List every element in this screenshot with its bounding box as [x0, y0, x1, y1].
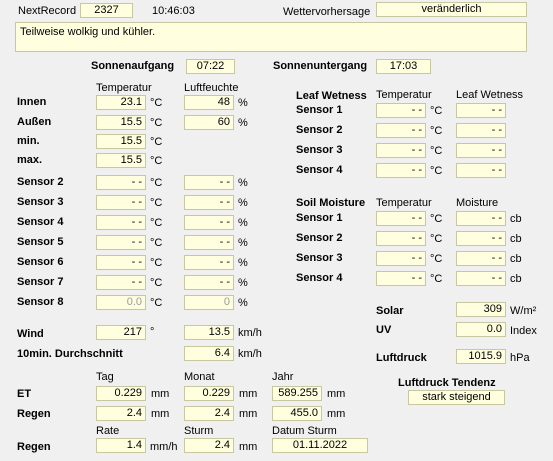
- soil-temperature-value: - -: [376, 251, 426, 266]
- celsius-unit: °C: [430, 105, 443, 117]
- cb-unit: cb: [510, 233, 522, 245]
- wind-label: Wind: [17, 328, 44, 340]
- humidity-value: 48: [184, 95, 234, 110]
- temperature-value: 15.5: [96, 153, 146, 168]
- percent-unit: %: [238, 237, 248, 249]
- leaf-temp-column-header: Temperatur: [376, 89, 432, 101]
- leaf-sensor-label: Sensor 4: [296, 164, 343, 176]
- forecast-value: veränderlich: [376, 2, 527, 17]
- pressure-trend-label: Luftdruck Tendenz: [398, 377, 496, 389]
- percent-unit: %: [238, 257, 248, 269]
- wind-direction-value: 217: [96, 325, 146, 340]
- soil-moisture-column-header: Moisture: [456, 197, 499, 209]
- humidity-value: - -: [184, 255, 234, 270]
- clock-time: 10:46:03: [152, 5, 195, 17]
- celsius-unit: °C: [430, 253, 443, 265]
- wind-average-unit: km/h: [238, 348, 262, 360]
- temperature-value: 15.5: [96, 134, 146, 149]
- humidity-value: - -: [184, 195, 234, 210]
- climate-row-label: max.: [17, 154, 43, 166]
- storm-date-column-header: Datum Sturm: [272, 425, 337, 437]
- percent-unit: %: [238, 177, 248, 189]
- celsius-unit: °C: [430, 145, 443, 157]
- forecast-label: Wettervorhersage: [283, 6, 371, 18]
- cb-unit: cb: [510, 253, 522, 265]
- soil-moisture-value: - -: [456, 251, 506, 266]
- soil-sensor-label: Sensor 1: [296, 212, 343, 224]
- leaf-wetness-value: - -: [456, 103, 506, 118]
- celsius-unit: °C: [150, 177, 163, 189]
- rain-month-value: 2.4: [184, 406, 234, 421]
- forecast-text: Teilweise wolkig und kühler.: [15, 22, 527, 52]
- temperature-value: 0.0: [96, 295, 146, 310]
- rain-day-value: 2.4: [96, 406, 146, 421]
- et-month-value: 0.229: [184, 386, 234, 401]
- temp-column-header: Temperatur: [96, 82, 152, 94]
- celsius-unit: °C: [150, 197, 163, 209]
- leaf-wetness-title: Leaf Wetness: [296, 90, 367, 102]
- celsius-unit: °C: [430, 273, 443, 285]
- celsius-unit: °C: [150, 97, 163, 109]
- climate-row-label: Sensor 6: [17, 256, 64, 268]
- percent-unit: %: [238, 117, 248, 129]
- storm-column-header: Sturm: [184, 425, 214, 437]
- leaf-temperature-value: - -: [376, 123, 426, 138]
- rain-month-unit: mm: [239, 408, 258, 420]
- et-day-value: 0.229: [96, 386, 146, 401]
- celsius-unit: °C: [430, 125, 443, 137]
- percent-unit: %: [238, 297, 248, 309]
- wind-speed-unit: km/h: [238, 327, 262, 339]
- pressure-value: 1015.9: [456, 349, 506, 364]
- soil-temperature-value: - -: [376, 271, 426, 286]
- et-day-unit: mm: [151, 388, 170, 400]
- humidity-value: - -: [184, 215, 234, 230]
- temperature-value: 23.1: [96, 95, 146, 110]
- climate-row-label: Innen: [17, 96, 47, 108]
- soil-moisture-value: - -: [456, 211, 506, 226]
- pressure-trend-value: stark steigend: [408, 390, 505, 405]
- leaf-sensor-label: Sensor 1: [296, 104, 343, 116]
- celsius-unit: °C: [430, 233, 443, 245]
- solar-label: Solar: [376, 305, 404, 317]
- climate-row-label: Außen: [17, 116, 52, 128]
- temperature-value: - -: [96, 235, 146, 250]
- celsius-unit: °C: [150, 117, 163, 129]
- climate-row-label: Sensor 5: [17, 236, 64, 248]
- storm-value: 2.4: [184, 438, 234, 453]
- celsius-unit: °C: [150, 155, 163, 167]
- climate-row-label: min.: [17, 135, 40, 147]
- soil-temperature-value: - -: [376, 231, 426, 246]
- rate-column-header: Rate: [96, 425, 120, 437]
- sunrise-value: 07:22: [186, 59, 235, 74]
- percent-unit: %: [238, 197, 248, 209]
- leaf-wetness-value: - -: [456, 123, 506, 138]
- temperature-value: 15.5: [96, 115, 146, 130]
- soil-temp-column-header: Temperatur: [376, 197, 432, 209]
- rain-day-unit: mm: [151, 408, 170, 420]
- temperature-value: - -: [96, 215, 146, 230]
- climate-row-label: Sensor 4: [17, 216, 64, 228]
- celsius-unit: °C: [150, 297, 163, 309]
- climate-row-label: Sensor 2: [17, 176, 64, 188]
- wind-average-label: 10min. Durchschnitt: [17, 348, 123, 360]
- temperature-value: - -: [96, 255, 146, 270]
- month-column-header: Monat: [184, 371, 215, 383]
- leaf-sensor-label: Sensor 3: [296, 144, 343, 156]
- celsius-unit: °C: [150, 277, 163, 289]
- celsius-unit: °C: [150, 237, 163, 249]
- percent-unit: %: [238, 217, 248, 229]
- sunset-value: 17:03: [376, 59, 431, 74]
- year-column-header: Jahr: [272, 371, 294, 383]
- temperature-value: - -: [96, 195, 146, 210]
- cb-unit: cb: [510, 273, 522, 285]
- soil-moisture-value: - -: [456, 271, 506, 286]
- uv-unit: Index: [510, 325, 537, 337]
- soil-moisture-title: Soil Moisture: [296, 197, 366, 209]
- wind-average-value: 6.4: [184, 346, 234, 361]
- solar-unit: W/m²: [510, 305, 537, 317]
- soil-sensor-label: Sensor 4: [296, 272, 343, 284]
- humidity-value: - -: [184, 175, 234, 190]
- soil-sensor-label: Sensor 3: [296, 252, 343, 264]
- celsius-unit: °C: [430, 165, 443, 177]
- day-column-header: Tag: [96, 371, 114, 383]
- percent-unit: %: [238, 97, 248, 109]
- soil-sensor-label: Sensor 2: [296, 232, 343, 244]
- pressure-label: Luftdruck: [376, 352, 427, 364]
- leaf-wetness-value: - -: [456, 143, 506, 158]
- humidity-value: 0: [184, 295, 234, 310]
- percent-unit: %: [238, 277, 248, 289]
- rain-year-value: 455.0: [272, 406, 322, 421]
- next-record-label: NextRecord: [18, 5, 77, 17]
- humidity-column-header: Luftfeuchte: [184, 82, 239, 94]
- et-year-value: 589.255: [272, 386, 322, 401]
- leaf-sensor-label: Sensor 2: [296, 124, 343, 136]
- temperature-value: - -: [96, 175, 146, 190]
- celsius-unit: °C: [430, 213, 443, 225]
- humidity-value: - -: [184, 275, 234, 290]
- leaf-temperature-value: - -: [376, 143, 426, 158]
- climate-row-label: Sensor 8: [17, 296, 64, 308]
- leaf-wetness-value: - -: [456, 163, 506, 178]
- soil-temperature-value: - -: [376, 211, 426, 226]
- sunset-label: Sonnenuntergang: [273, 60, 368, 72]
- celsius-unit: °C: [150, 217, 163, 229]
- climate-row-label: Sensor 7: [17, 276, 64, 288]
- celsius-unit: °C: [150, 257, 163, 269]
- humidity-value: - -: [184, 235, 234, 250]
- rain-rate-label: Regen: [17, 441, 51, 453]
- rain-rate-value: 1.4: [96, 438, 146, 453]
- climate-row-label: Sensor 3: [17, 196, 64, 208]
- leaf-temperature-value: - -: [376, 103, 426, 118]
- cb-unit: cb: [510, 213, 522, 225]
- celsius-unit: °C: [150, 136, 163, 148]
- storm-unit: mm: [239, 441, 258, 453]
- rain-year-unit: mm: [327, 408, 346, 420]
- uv-value: 0.0: [456, 322, 506, 337]
- et-month-unit: mm: [239, 388, 258, 400]
- wind-speed-value: 13.5: [184, 325, 234, 340]
- sunrise-label: Sonnenaufgang: [91, 60, 175, 72]
- soil-moisture-value: - -: [456, 231, 506, 246]
- temperature-value: - -: [96, 275, 146, 290]
- wind-direction-unit: °: [150, 326, 155, 338]
- et-label: ET: [17, 388, 32, 400]
- leaf-wetness-column-header: Leaf Wetness: [456, 89, 524, 101]
- uv-label: UV: [376, 324, 392, 336]
- solar-value: 309: [456, 302, 506, 317]
- humidity-value: 60: [184, 115, 234, 130]
- pressure-unit: hPa: [510, 352, 530, 364]
- rain-label: Regen: [17, 408, 51, 420]
- storm-date-value: 01.11.2022: [272, 438, 368, 453]
- et-year-unit: mm: [327, 388, 346, 400]
- rain-rate-unit: mm/h: [150, 441, 178, 453]
- leaf-temperature-value: - -: [376, 163, 426, 178]
- next-record-value: 2327: [80, 3, 133, 18]
